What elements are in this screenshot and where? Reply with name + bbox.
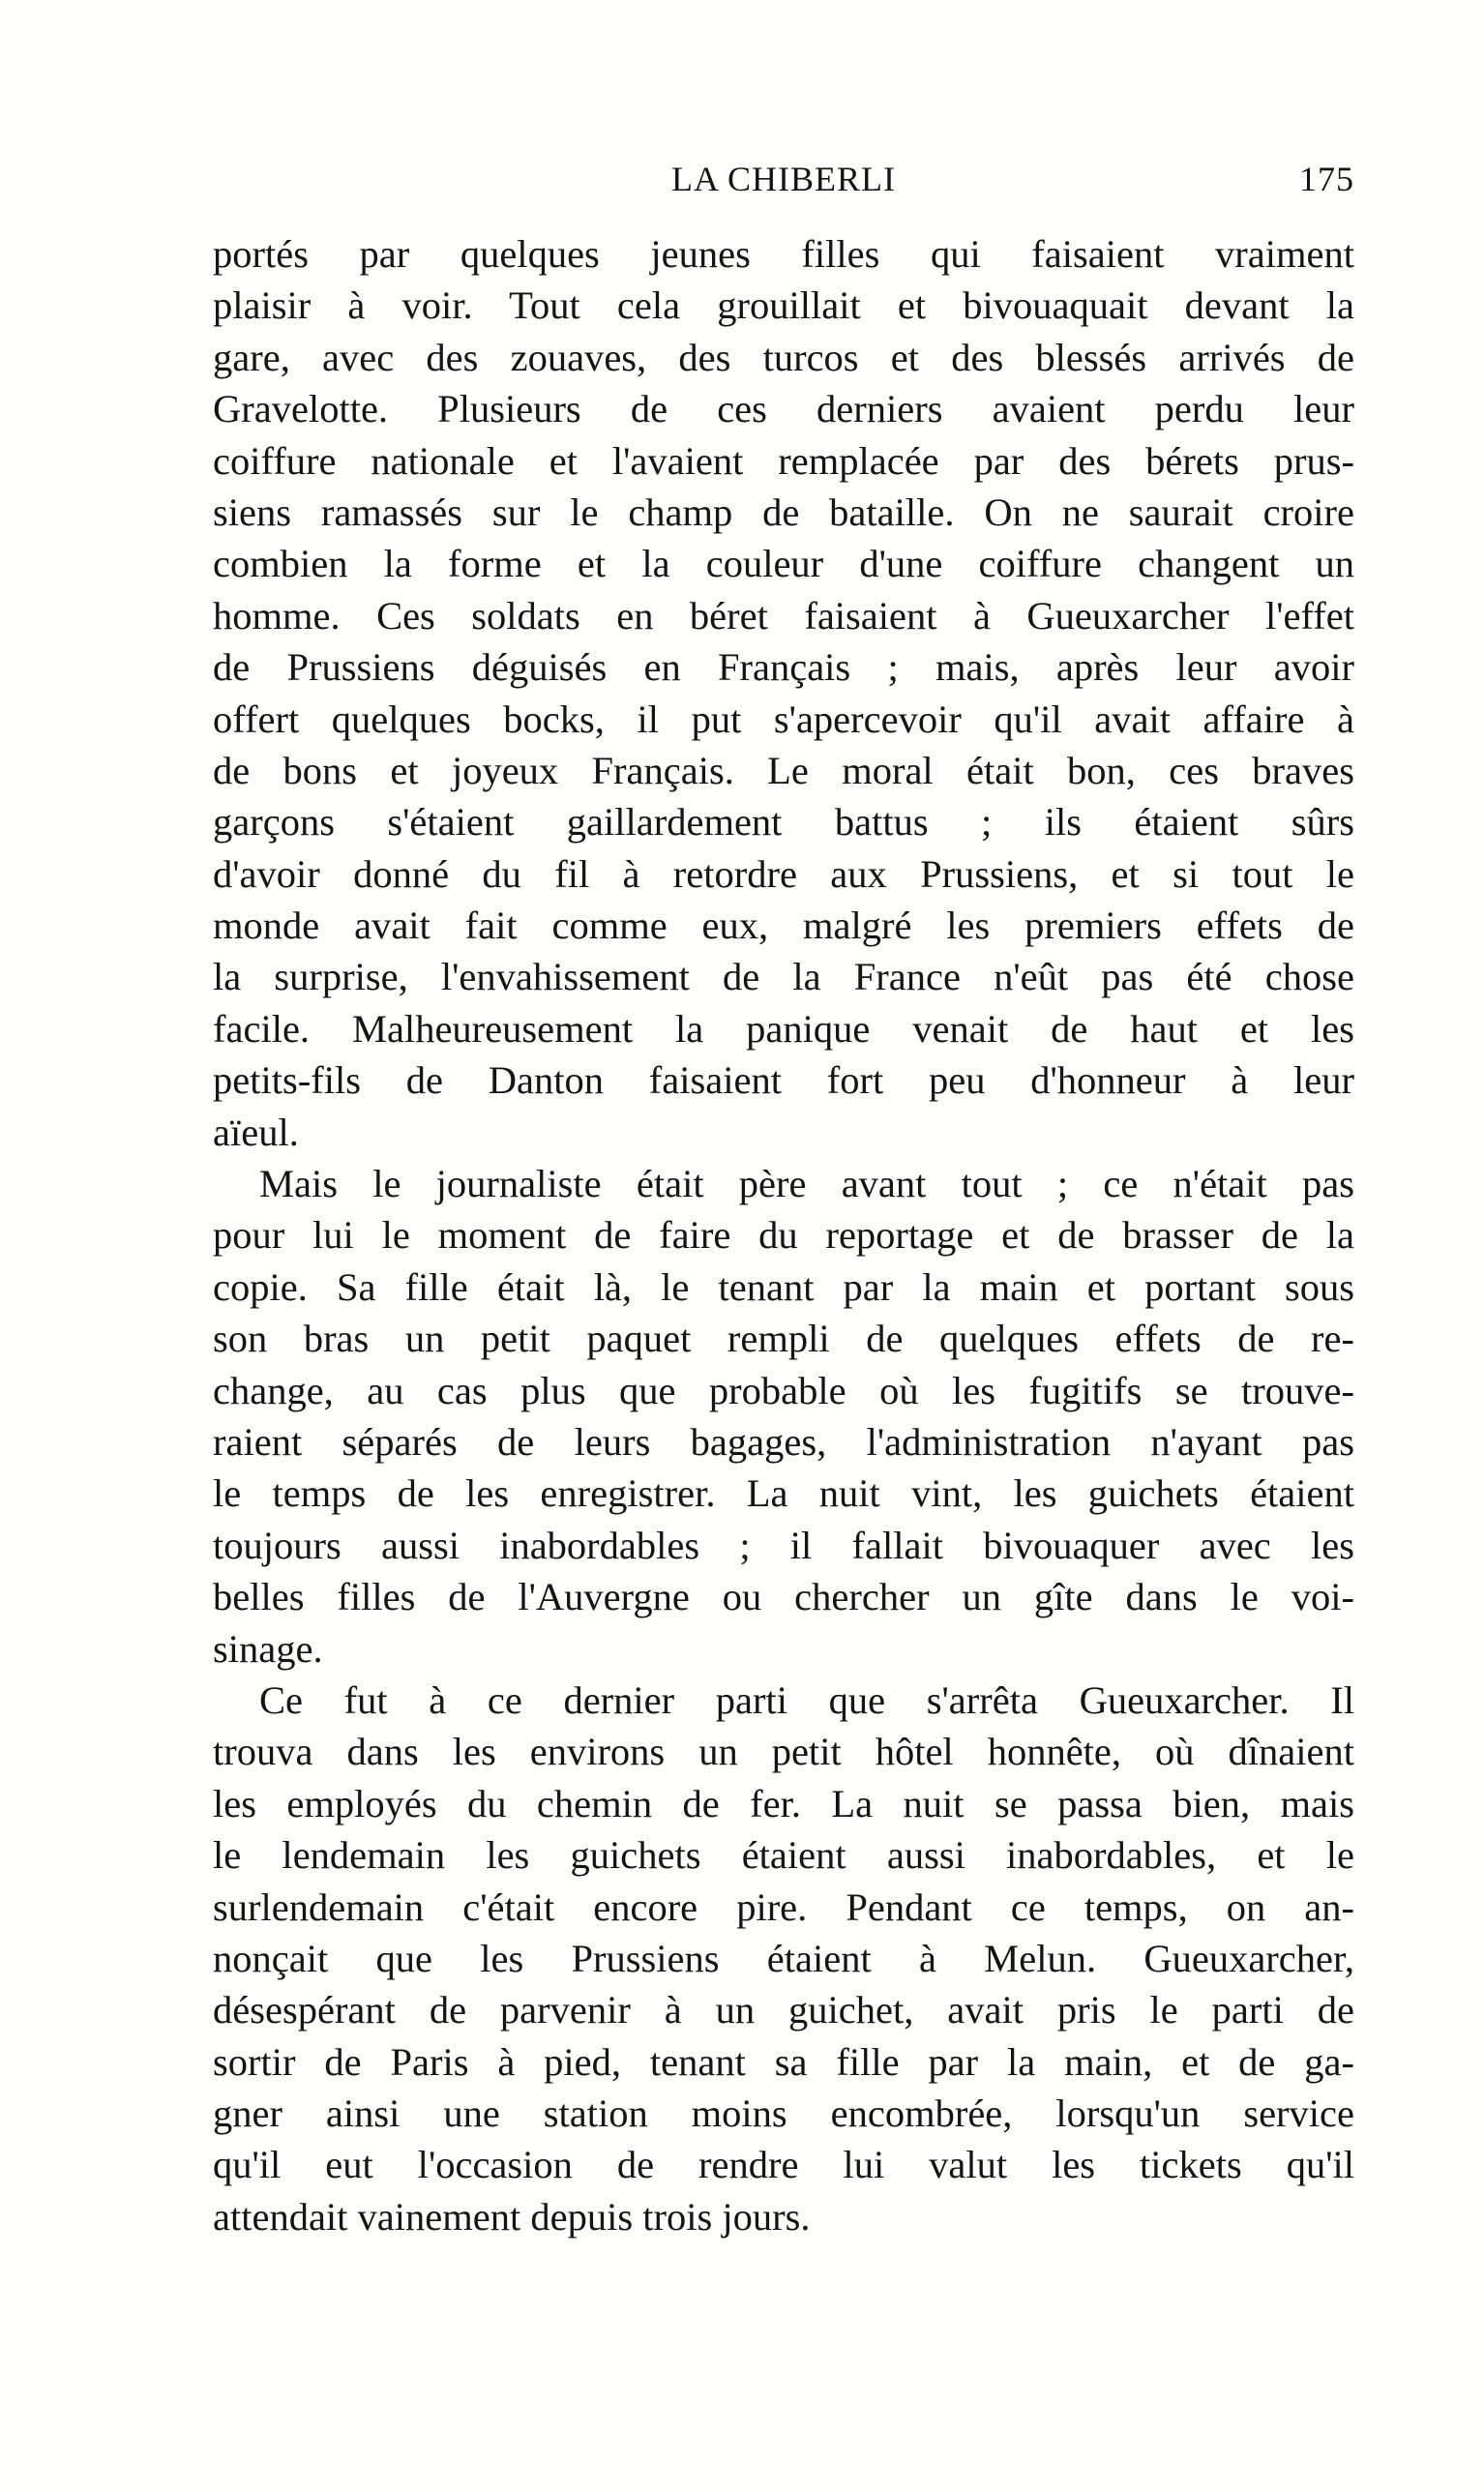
text-line: surlendemain c'était encore pire. Pendant ce temps, on an- [213,1884,1354,1929]
text-line: belles filles de l'Auvergne ou chercher un gîte dans le voi- [213,1575,1354,1619]
text-line: raient séparés de leurs bagages, l'administration n'ayant pas [213,1419,1354,1464]
text-line: Mais le journaliste était père avant tout ; ce n'était pas [259,1162,1354,1206]
text-line: gner ainsi une station moins encombrée, lorsqu'un service [213,2092,1354,2136]
text-line: d'avoir donné du fil à retordre aux Prussiens, et si tout le [213,851,1354,896]
text-line: le lendemain les guichets étaient aussi inabordables, et le [213,1833,1354,1878]
text-line: pour lui le moment de faire du reportage et de brasser de la [213,1213,1354,1258]
page-number: 175 [1299,160,1354,198]
text-line: qu'il eut l'occasion de rendre lui valut les tickets qu'il [213,2143,1354,2187]
text-line: portés par quelques jeunes filles qui faisaient vraiment [213,232,1354,276]
text-line: gare, avec des zouaves, des turcos et des blessés arrivés de [213,335,1354,379]
text-line: nonçait que les Prussiens étaient à Melun. Gueuxarcher, [213,1936,1354,1980]
text-line: de Prussiens déguisés en Français ; mais, après leur avoir [213,645,1354,690]
paragraph [213,1158,1354,1675]
paragraph [213,1675,1354,2242]
text-line: homme. Ces soldats en béret faisaient à Gueuxarcher l'effet [213,593,1354,638]
text-line: son bras un petit paquet rempli de quelques effets de re- [213,1317,1354,1361]
text-line: monde avait fait comme eux, malgré les premiers effets de [213,904,1354,948]
running-title: LA CHIBERLI [671,160,896,198]
text-line: attendait vainement depuis trois jours. [213,2194,811,2239]
text-line: les employés du chemin de fer. La nuit se passa bien, mais [213,1781,1354,1825]
text-line: petits-fils de Danton faisaient fort peu d'honneur à leur [213,1058,1354,1103]
text-line: la surprise, l'envahissement de la France n'eût pas été chose [213,955,1354,999]
text-line: facile. Malheureusement la panique venait de haut et les [213,1006,1354,1051]
text-line: sinage. [213,1626,323,1671]
text-line: siens ramassés sur le champ de bataille. On ne saurait croire [213,490,1354,534]
text-line: le temps de les enregistrer. La nuit vint, les guichets étaient [213,1471,1354,1516]
text-line: trouva dans les environs un petit hôtel honnête, où dînaient [213,1730,1354,1774]
text-line: aïeul. [213,1110,299,1154]
text-line: coiffure nationale et l'avaient remplacée par des bérets prus- [213,438,1354,483]
text-line: plaisir à voir. Tout cela grouillait et bivouaquait devant la [213,283,1354,328]
text-line: garçons s'étaient gaillardement battus ; ils étaient sûrs [213,800,1354,845]
body-text [213,228,1354,2242]
text-line: de bons et joyeux Français. Le moral était bon, ces braves [213,748,1354,792]
text-line: désespérant de parvenir à un guichet, avait pris le parti de [213,1988,1354,2032]
text-line: offert quelques bocks, il put s'apercevoir qu'il avait affaire à [213,697,1354,741]
text-line: change, au cas plus que probable où les fugitifs se trouve- [213,1368,1354,1412]
text-line: combien la forme et la couleur d'une coiffure changent un [213,542,1354,586]
text-line: sortir de Paris à pied, tenant sa fille par la main, et de ga- [213,2039,1354,2084]
text-line: Gravelotte. Plusieurs de ces derniers avaient perdu leur [213,387,1354,431]
text-line: Ce fut à ce dernier parti que s'arrêta Gueuxarcher. Il [259,1677,1354,1722]
paragraph [213,228,1354,1158]
running-head [213,159,1354,207]
text-line: toujours aussi inabordables ; il fallait bivouaquer avec les [213,1523,1354,1567]
text-line: copie. Sa fille était là, le tenant par la main et portant sous [213,1264,1354,1309]
